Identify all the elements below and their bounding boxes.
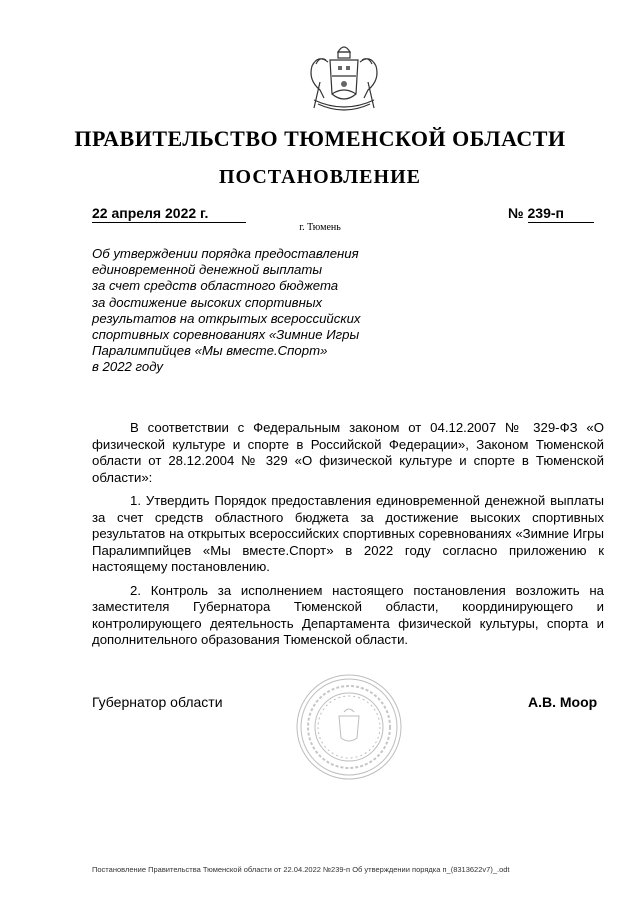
subject-line: в 2022 году bbox=[92, 359, 163, 375]
signature-title: Губернатор области bbox=[92, 694, 223, 710]
decree-number bbox=[508, 205, 604, 223]
subject-line: за счет средств областного бюджета bbox=[92, 278, 339, 294]
subject-line: за достижение высоких спортивных bbox=[92, 294, 323, 310]
decree-body bbox=[92, 420, 604, 656]
subject-line: спортивных соревнованиях «Зимние Игры bbox=[92, 327, 360, 343]
subject-line: результатов на открытых всероссийских bbox=[92, 310, 361, 326]
document-type: ПОСТАНОВЛЕНИЕ bbox=[219, 166, 421, 188]
decree-date: 22 апреля 2022 г. bbox=[92, 205, 246, 223]
item-2-paragraph: 2. Контроль за исполнением настоящего постановления возложить на заместителя Губернатора Тюменской области, координирующего и контролирующего деятельность Департамента физической культуры, спорта и дополнительного образования Тюменской области. bbox=[92, 582, 604, 647]
subject-line: единовременной денежной выплаты bbox=[92, 262, 323, 278]
number-prefix: № bbox=[508, 205, 524, 221]
footer-filename: Постановление Правительства Тюменской области от 22.04.2022 №239-п Об утверждении порядка п_(8313622v7)_.odt bbox=[92, 865, 510, 874]
number-value: 239-п bbox=[528, 205, 594, 223]
item-1-paragraph: 1. Утвердить Порядок предоставления единовременной денежной выплаты за счет средств областного бюджета за достижение высоких спортивных результатов на открытых всероссийских спортивных соревнованиях «Зимние Игры Паралимпийцев «Мы вместе.Спорт» в 2022 году согласно приложению к настоящему постановлению. bbox=[92, 493, 604, 574]
coat-of-arms-icon bbox=[294, 38, 394, 116]
government-title: ПРАВИТЕЛЬСТВО ТЮМЕНСКОЙ ОБЛАСТИ bbox=[74, 126, 566, 151]
city: г. Тюмень bbox=[299, 222, 341, 233]
subject-line: Об утверждении порядка предоставления bbox=[92, 246, 359, 261]
official-seal-icon bbox=[294, 672, 404, 782]
subject-line: Паралимпийцев «Мы вместе.Спорт» bbox=[92, 343, 328, 359]
signature-name: А.В. Моор bbox=[528, 694, 598, 710]
preamble-paragraph: В соответствии с Федеральным законом от 04.12.2007 № 329-ФЗ «О физической культуре и спорте в Российской Федерации», Законом Тюменской области от 28.12.2004 № 329 «О физической культуре и спорте в Тюменской области»: bbox=[92, 420, 604, 485]
decree-subject bbox=[92, 246, 422, 376]
